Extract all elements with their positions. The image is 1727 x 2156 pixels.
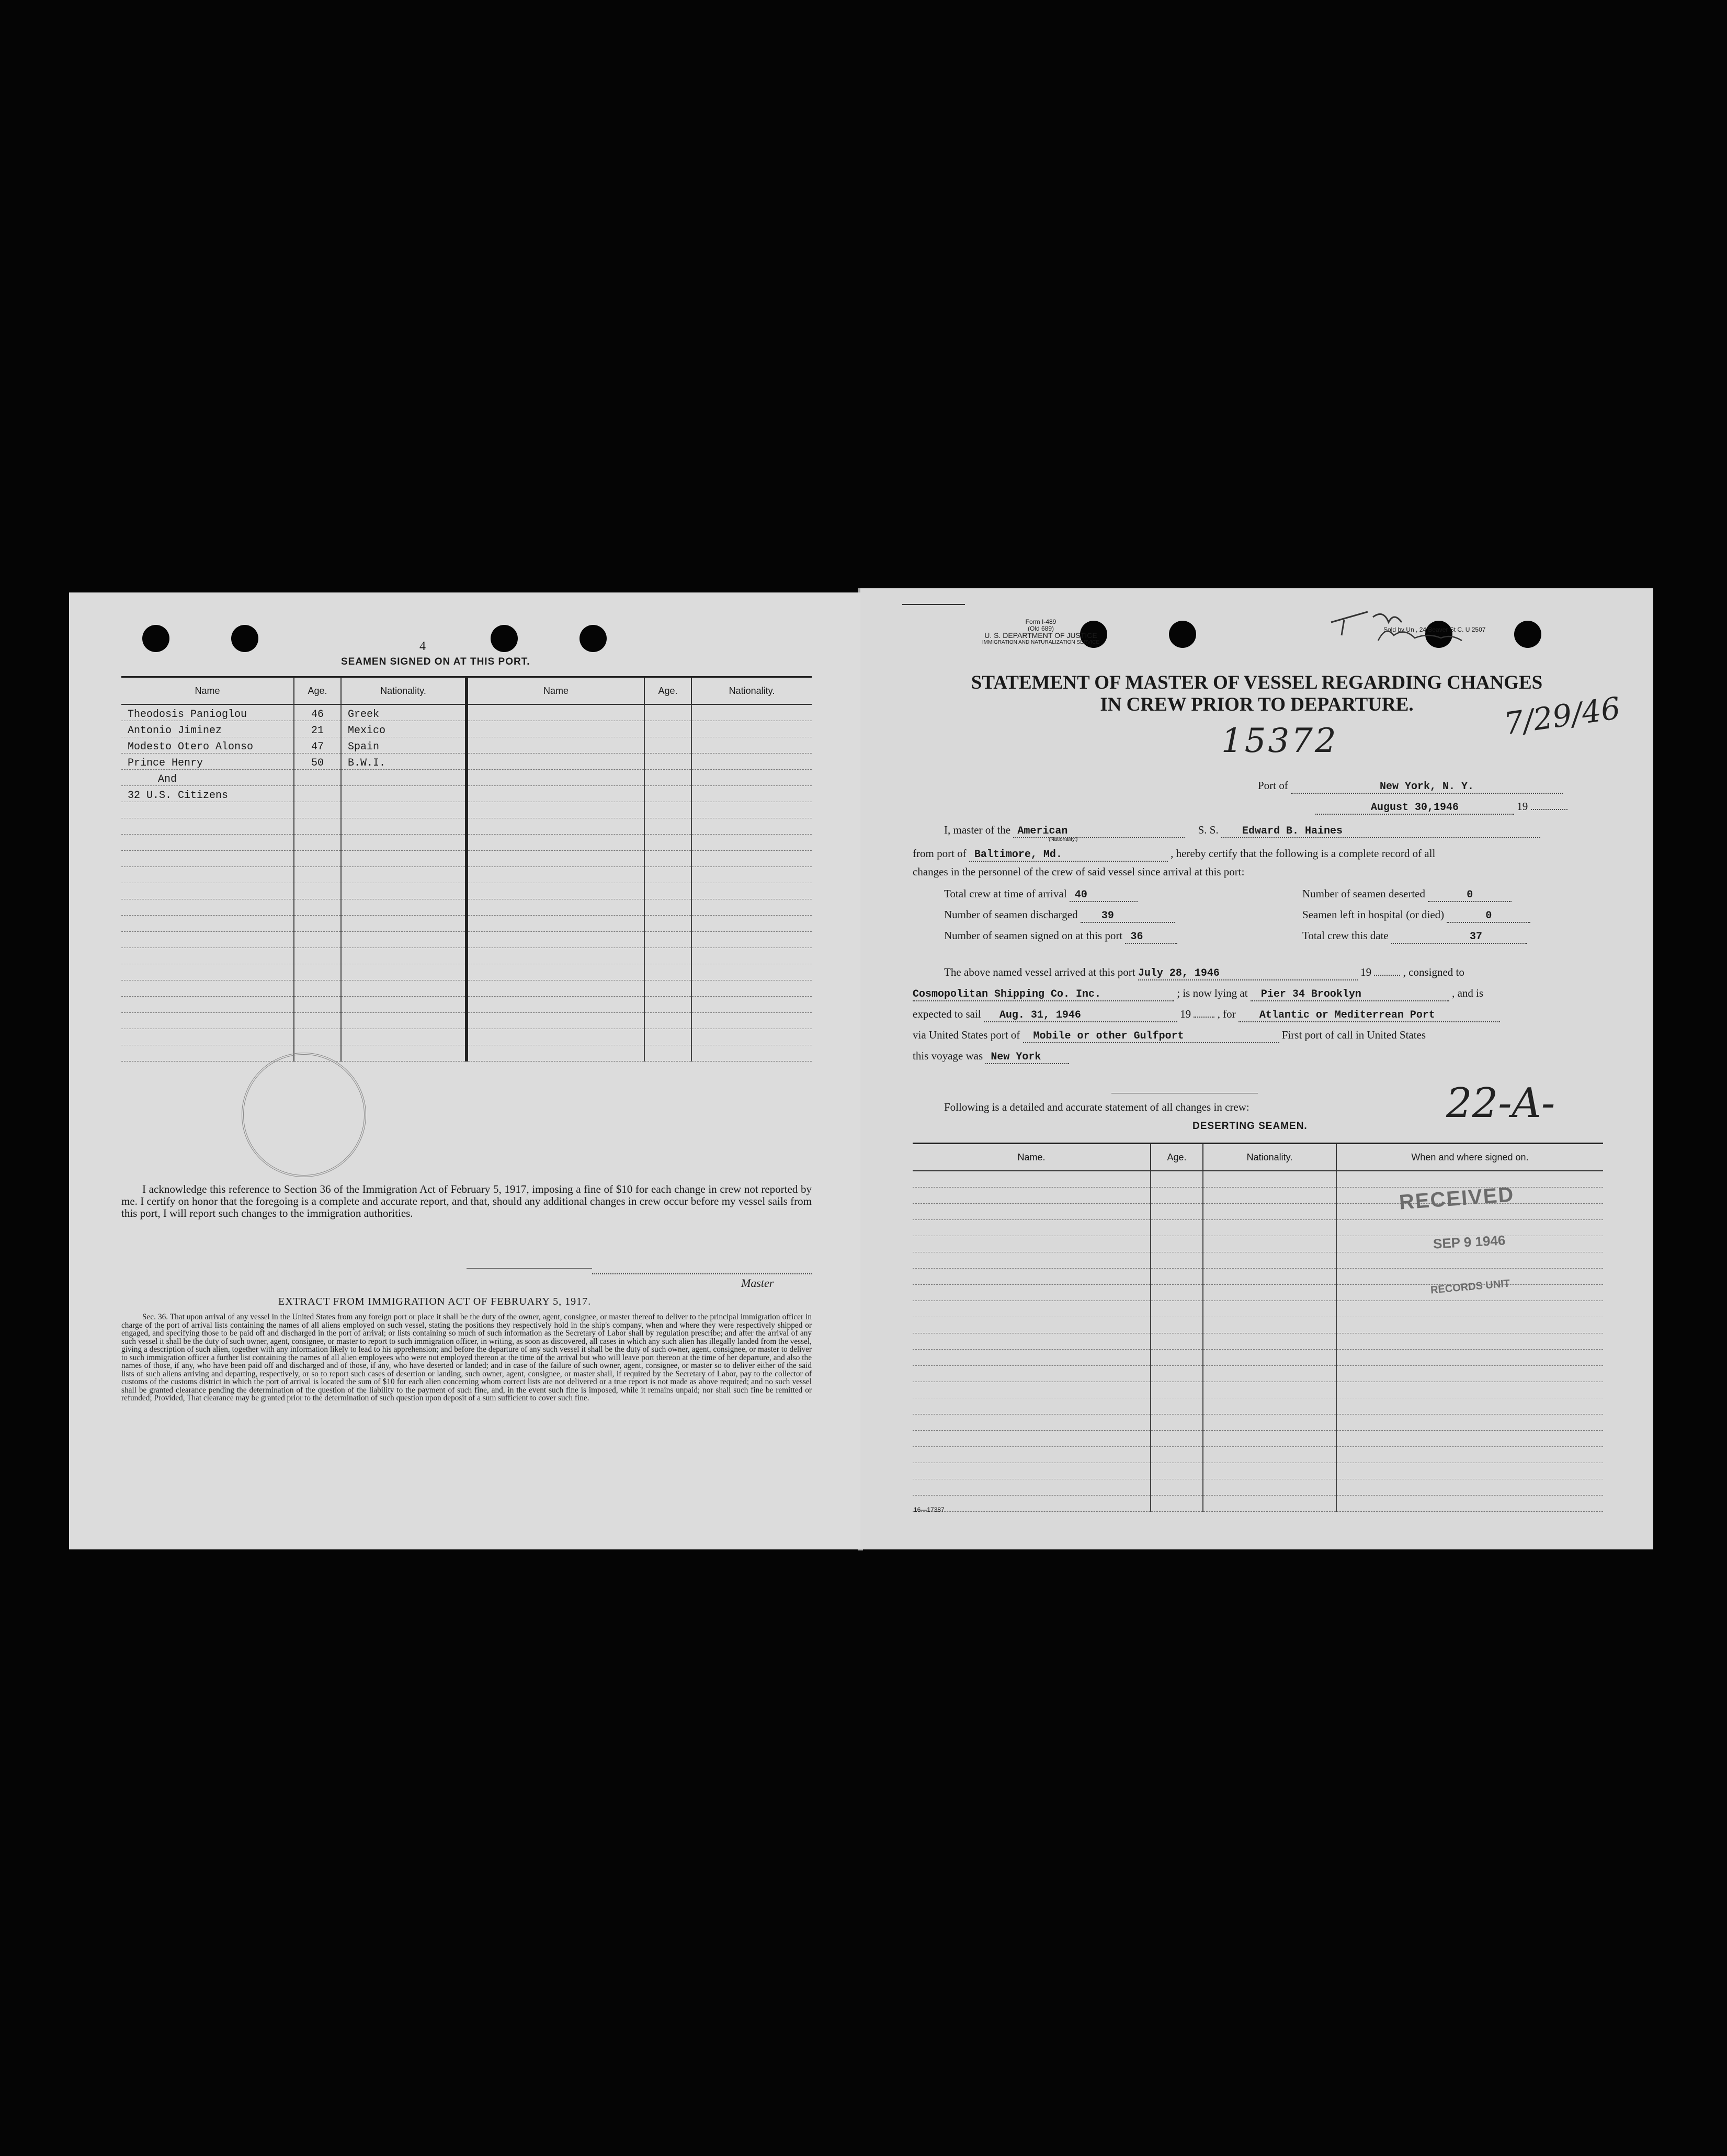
- seaman-name: Antonio Jiminez: [121, 721, 294, 737]
- empty-row: [121, 851, 812, 867]
- year-suffix: 19: [1517, 800, 1528, 813]
- arrived-value: July 28, 1946: [1138, 967, 1358, 980]
- and-is-label: , and is: [1452, 987, 1484, 999]
- col-header: Name: [121, 677, 294, 705]
- voyage-label: this voyage was: [913, 1050, 983, 1062]
- voyage-value: New York: [985, 1051, 1069, 1064]
- vessel-name: Edward B. Haines: [1221, 825, 1540, 838]
- table-row: [121, 737, 812, 754]
- col-header: Nationality.: [341, 677, 467, 705]
- empty-row: [913, 1301, 1603, 1317]
- acknowledgment-text: I acknowledge this reference to Section 36 of the Immigration Act of February 5, 1917, imposing a fine of $10 for each change in crew not reported by me. I certify on honor that the foregoing is a complete and accurate report, and that, should any additional changes in crew occur before my vessel sails from this port, I will report such changes to the immigration authorities.: [121, 1183, 812, 1219]
- empty-row: [121, 916, 812, 932]
- stat-signed-on: [944, 929, 1177, 944]
- via-row: [913, 1029, 1426, 1043]
- date-value: August 30,1946: [1315, 802, 1514, 815]
- seaman-age: 50: [294, 754, 341, 770]
- seaman-nationality: Greek: [341, 704, 467, 721]
- empty-row: [121, 802, 812, 818]
- col-header: Nationality.: [691, 677, 812, 705]
- punch-hole: [1514, 621, 1541, 648]
- certify-text: , hereby certify that the following is a complete record of all: [1171, 847, 1436, 860]
- stat-label: Number of seamen deserted: [1302, 887, 1425, 900]
- table-row: [121, 770, 812, 786]
- col-header: When and where signed on.: [1336, 1144, 1603, 1171]
- year-suffix: 19: [1360, 966, 1372, 978]
- seaman-name: And: [121, 770, 294, 786]
- ss-label: S. S.: [1198, 824, 1219, 836]
- seaman-name: Theodosis Panioglou: [121, 704, 294, 721]
- voyage-row: [913, 1050, 1069, 1064]
- empty-row: [913, 1317, 1603, 1333]
- stat-label: Seamen left in hospital (or died): [1302, 908, 1445, 921]
- punch-hole: [580, 625, 607, 652]
- stat-value: 0: [1447, 910, 1530, 923]
- stat-label: Number of seamen discharged: [944, 908, 1078, 921]
- from-port-row: [913, 847, 1435, 862]
- stat-label: Number of seamen signed on at this port: [944, 929, 1123, 942]
- received-stamp: RECEIVED: [1398, 1183, 1515, 1214]
- stat-hospital: [1302, 908, 1530, 923]
- empty-row: [121, 964, 812, 980]
- seaman-age: 21: [294, 721, 341, 737]
- empty-row: [913, 1398, 1603, 1414]
- sail-row: [913, 1008, 1500, 1022]
- empty-row: [913, 1431, 1603, 1447]
- first-call-label: First port of call in United States: [1281, 1029, 1426, 1041]
- date-row: [1315, 800, 1567, 815]
- section-title: SEAMEN SIGNED ON AT THIS PORT.: [341, 656, 530, 667]
- divider: [467, 1268, 592, 1269]
- year-suffix: 19: [1180, 1008, 1191, 1020]
- signature-line: [592, 1273, 812, 1274]
- consignee-value: Cosmopolitan Shipping Co. Inc.: [913, 988, 1174, 1001]
- handwritten-date: 7/29/46: [1502, 690, 1623, 742]
- seaman-age: 46: [294, 704, 341, 721]
- right-page: [860, 588, 1653, 1549]
- certify-text-2: changes in the personnel of the crew of said vessel since arrival at this port:: [913, 865, 1245, 878]
- empty-row: [121, 932, 812, 948]
- col-header: Age.: [294, 677, 341, 705]
- table-row: [121, 754, 812, 770]
- form-old-number: (Old 689): [1027, 625, 1054, 632]
- table-row: [121, 786, 812, 802]
- department-name: U. S. DEPARTMENT OF JUSTICE: [984, 631, 1097, 640]
- for-label: , for: [1217, 1008, 1236, 1020]
- following-text: Following is a detailed and accurate statement of all changes in crew:: [944, 1101, 1249, 1113]
- master-label: I, master of the: [944, 824, 1011, 836]
- handwritten-file-number: 15372: [1221, 722, 1338, 760]
- empty-row: [913, 1366, 1603, 1382]
- seaman-nationality: Mexico: [341, 721, 467, 737]
- empty-row: [913, 1414, 1603, 1431]
- seaman-age: 47: [294, 737, 341, 754]
- arrived-label: The above named vessel arrived at this port: [944, 966, 1135, 978]
- empty-row: [121, 1029, 812, 1045]
- table-row: [121, 704, 812, 721]
- handwritten-code: 22-A-: [1446, 1080, 1555, 1127]
- footer-code: 16—17387: [914, 1506, 945, 1513]
- extract-title: EXTRACT FROM IMMIGRATION ACT OF FEBRUARY 5, 1917.: [278, 1296, 592, 1307]
- stat-value: 0: [1428, 889, 1512, 902]
- from-port-value: Baltimore, Md.: [969, 849, 1168, 862]
- via-value: Mobile or other Gulfport: [1023, 1030, 1279, 1043]
- via-label: via United States port of: [913, 1029, 1020, 1041]
- stat-value: 40: [1070, 889, 1138, 902]
- empty-row: [121, 997, 812, 1013]
- seaman-nationality: Spain: [341, 737, 467, 754]
- empty-row: [913, 1382, 1603, 1398]
- stat-total-arrival: [944, 887, 1138, 902]
- seaman-name: Modesto Otero Alonso: [121, 737, 294, 754]
- page-number: 4: [419, 640, 426, 653]
- consignee-row: [913, 987, 1483, 1001]
- port-label: Port of: [1258, 779, 1288, 792]
- master-label: Master: [741, 1276, 774, 1290]
- seaman-name: Prince Henry: [121, 754, 294, 770]
- empty-row: [121, 835, 812, 851]
- stat-value: 37: [1391, 931, 1527, 944]
- col-header: Age.: [1151, 1144, 1203, 1171]
- col-header: Name.: [913, 1144, 1151, 1171]
- table-row: [121, 721, 812, 737]
- from-port-label: from port of: [913, 847, 967, 860]
- empty-row: [913, 1479, 1603, 1496]
- form-number: Form I-489: [1025, 618, 1056, 625]
- punch-hole: [231, 625, 258, 652]
- punch-hole: [1169, 621, 1196, 648]
- stat-discharged: [944, 908, 1175, 923]
- punch-hole: [491, 625, 518, 652]
- empty-row: [913, 1350, 1603, 1366]
- seaman-name: 32 U.S. Citizens: [121, 786, 294, 802]
- empty-row: [121, 867, 812, 883]
- deserting-title: DESERTING SEAMEN.: [1192, 1121, 1308, 1132]
- arrived-row: [944, 966, 1464, 980]
- empty-row: [913, 1447, 1603, 1463]
- empty-row: [121, 899, 812, 916]
- handwritten-signature: [1321, 599, 1478, 651]
- col-header: Age.: [644, 677, 691, 705]
- received-stamp-unit: RECORDS UNIT: [1430, 1277, 1510, 1296]
- extract-text: Sec. 36. That upon arrival of any vessel in the United States from any foreign port or place it shall be the duty of the owner, agent, consignee, or master thereof to deliver to the principal immigration officer in charge of the port of arrival lists containing the names of all aliens employed on such vessel, stating the positions they respectively hold in the ship's company, when and where they were respectively shipped or engaged, and specifying those to be paid off and discharged in the port of arrival; or lists containing so much of such information as the Secretary of Labor shall by regulation prescribe; and after the arrival of any such vessel it shall be the duty of such owner, agent, consignee, or master to report to such immigration officer, in writing, as soon as discovered, all cases in which any such alien has illegally landed from the vessel, giving a description of such alien, together with any information likely to lead to his apprehension; and before the departure of any such vessel it shall be the duty of such owner, agent, consignee, or master to deliver to such immigration officer a further list containing the names of all alien employees who were not employed thereon at the time of the arrival but who will leave port thereon at the time of her departure, and also the names of those, if any, who have been paid off and discharged and of those, if any, who have deserted or landed; and in case of the failure of such owner, agent, consignee, or master so to deliver either of the said lists of such aliens arriving and departing, respectively, or so to report such cases of desertion or landing, such owner, agent, consignee, or master shall, if required by the Secretary of Labor, pay to the collector of customs of the customs district in which the port of arrival is located the sum of $10 for each alien concerning whom correct lists are not delivered or a true report is not made as above required; and no such vessel shall be granted clearance pending the determination of the question of the liability to the payment of such fine, and, in the event such fine is imposed, while it remains unpaid; nor shall such fine be remitted or refunded; Provided, That clearance may be granted prior to the determination of such question upon deposit of a sum sufficient to cover such fine.: [121, 1313, 812, 1402]
- stat-deserted: [1302, 887, 1512, 902]
- empty-row: [913, 1463, 1603, 1479]
- punch-hole: [142, 625, 169, 652]
- stat-label: Total crew at time of arrival: [944, 887, 1067, 900]
- empty-row: [121, 1045, 812, 1062]
- corner-rule: [902, 604, 965, 605]
- sail-date-value: Aug. 31, 1946: [984, 1009, 1177, 1022]
- nationality-caption: (Nationality.): [1049, 837, 1078, 842]
- signed-on-table: [121, 676, 812, 1062]
- consigned-label: , consigned to: [1403, 966, 1464, 978]
- empty-row: [121, 818, 812, 835]
- stat-value: 36: [1125, 931, 1177, 944]
- title-line: IN CREW PRIOR TO DEPARTURE.: [1100, 694, 1414, 715]
- faded-stamp: [242, 1053, 366, 1177]
- title-line: STATEMENT OF MASTER OF VESSEL REGARDING CHANGES: [971, 672, 1543, 693]
- empty-row: [121, 1013, 812, 1029]
- col-header: Name: [467, 677, 644, 705]
- stat-total-date: [1302, 929, 1527, 944]
- lying-value: Pier 34 Brooklyn: [1251, 988, 1449, 1001]
- col-header: Nationality.: [1203, 1144, 1336, 1171]
- service-name: IMMIGRATION AND NATURALIZATION SERVICE: [982, 640, 1100, 645]
- sold-by-text: Sold by Un , 24 Beaver St C. U 2507: [1383, 626, 1486, 633]
- nationality-value: American: [1013, 825, 1185, 838]
- port-row: [1258, 779, 1563, 794]
- stat-label: Total crew this date: [1302, 929, 1389, 942]
- stat-value: 39: [1081, 910, 1175, 923]
- seaman-nationality: B.W.I.: [341, 754, 467, 770]
- empty-row: [913, 1496, 1603, 1512]
- empty-row: [121, 980, 812, 997]
- received-stamp-date: SEP 9 1946: [1433, 1232, 1506, 1252]
- port-value: New York, N. Y.: [1291, 781, 1563, 794]
- lying-label: ; is now lying at: [1177, 987, 1248, 999]
- destination-value: Atlantic or Mediterrean Port: [1239, 1009, 1500, 1022]
- expected-label: expected to sail: [913, 1008, 981, 1020]
- left-page: [69, 592, 860, 1549]
- empty-row: [121, 948, 812, 964]
- form-header: [970, 619, 1111, 646]
- empty-row: [913, 1252, 1603, 1269]
- master-row: [944, 824, 1540, 838]
- empty-row: [913, 1333, 1603, 1350]
- empty-row: [121, 883, 812, 899]
